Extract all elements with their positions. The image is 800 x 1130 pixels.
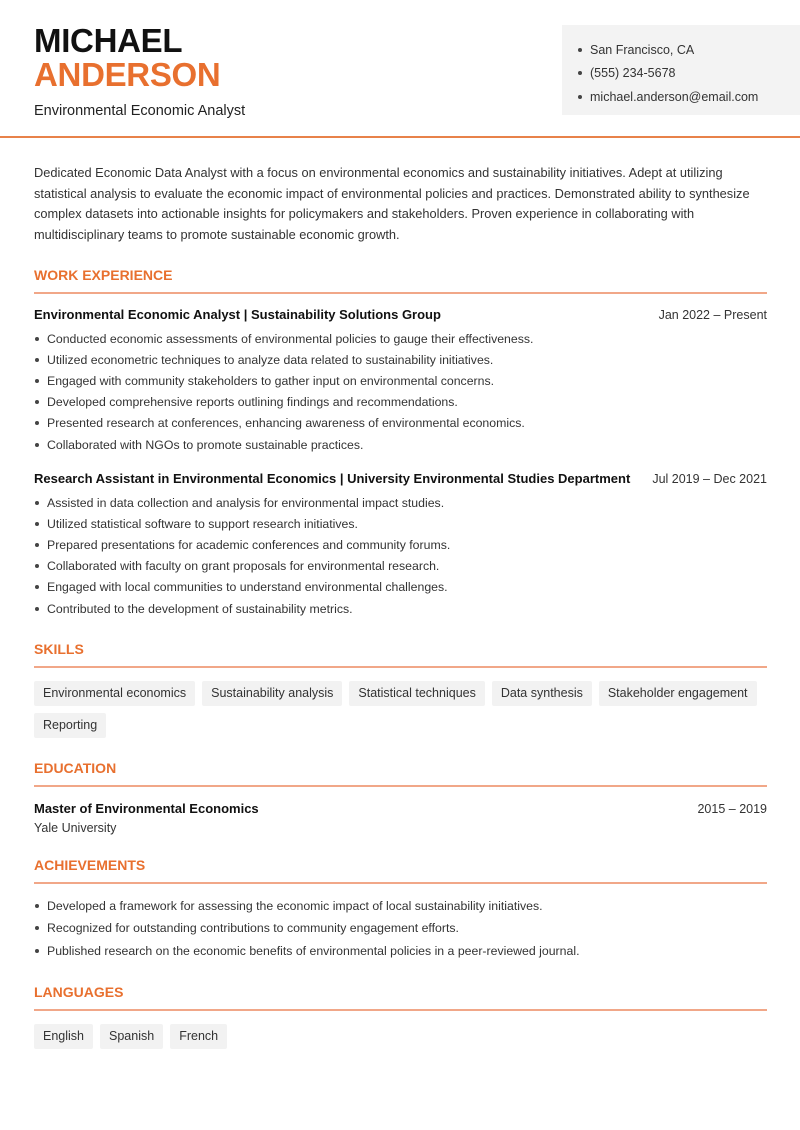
language-tag: English bbox=[34, 1024, 93, 1049]
list-item bbox=[34, 513, 767, 534]
education-entry bbox=[34, 801, 767, 835]
bullet-icon bbox=[35, 926, 39, 930]
list-item bbox=[34, 894, 767, 917]
list-item bbox=[34, 577, 767, 598]
contact-location bbox=[578, 38, 800, 62]
list-item bbox=[34, 349, 767, 370]
school: Yale University bbox=[34, 821, 117, 836]
bullet-icon bbox=[578, 48, 582, 52]
bullet-text: Assisted in data collection and analysis for environmental impact studies. bbox=[47, 495, 445, 510]
summary: Dedicated Economic Data Analyst with a focus on environmental economics and sustainability initiatives. Adept at utilizing statistical analysis to evaluate the economic impact of environmental policies and practices. Demonstrated ability to synthesize complex datasets into actionable insights for policymakers and stakeholders. Proven experience in collaborating with multidisciplinary teams to promote sustainable economic growth. bbox=[34, 165, 750, 242]
section-title-languages: LANGUAGES bbox=[34, 984, 767, 1011]
resume-body bbox=[0, 163, 800, 1049]
bullet-icon bbox=[35, 543, 39, 547]
job-bullets bbox=[34, 328, 767, 455]
list-item bbox=[34, 434, 767, 455]
list-item bbox=[34, 413, 767, 434]
skill-tag: Sustainability analysis bbox=[202, 681, 342, 706]
last-name: ANDERSON bbox=[34, 56, 221, 93]
language-tag: Spanish bbox=[100, 1024, 163, 1049]
contact-location-text: San Francisco, CA bbox=[590, 42, 695, 57]
languages-tags bbox=[34, 1024, 767, 1049]
list-item bbox=[34, 939, 767, 962]
skills-tags bbox=[34, 681, 767, 738]
bullet-text: Collaborated with faculty on grant proposals for environmental research. bbox=[47, 559, 440, 574]
list-item bbox=[34, 535, 767, 556]
bullet-text: Utilized econometric techniques to analyze data related to sustainability initiatives. bbox=[47, 352, 494, 367]
contact-phone bbox=[578, 62, 800, 86]
section-title-education: EDUCATION bbox=[34, 760, 767, 787]
job-dates: Jul 2019 – Dec 2021 bbox=[652, 472, 767, 487]
job-header bbox=[34, 307, 767, 322]
bullet-icon bbox=[35, 501, 39, 505]
skill-tag: Stakeholder engagement bbox=[599, 681, 757, 706]
list-item bbox=[34, 556, 767, 577]
bullet-icon bbox=[35, 522, 39, 526]
bullet-icon bbox=[35, 585, 39, 589]
section-title-skills: SKILLS bbox=[34, 641, 767, 668]
job-title: Environmental Economic Analyst bbox=[34, 103, 246, 119]
bullet-icon bbox=[35, 949, 39, 953]
first-name: MICHAEL bbox=[34, 22, 183, 59]
bullet-icon bbox=[35, 400, 39, 404]
skill-tag: Statistical techniques bbox=[349, 681, 484, 706]
job-dates: Jan 2022 – Present bbox=[658, 308, 767, 322]
bullet-text: Developed comprehensive reports outlining findings and recommendations. bbox=[47, 395, 458, 410]
list-item bbox=[34, 598, 767, 619]
section-title-work: WORK EXPERIENCE bbox=[34, 267, 767, 294]
bullet-text: Presented research at conferences, enhancing awareness of environmental economics. bbox=[47, 416, 525, 431]
bullet-icon bbox=[35, 904, 39, 908]
bullet-text: Published research on the economic benefits of environmental policies in a peer-reviewed journal. bbox=[47, 943, 580, 958]
bullet-icon bbox=[35, 421, 39, 425]
job-heading: Environmental Economic Analyst | Sustainability Solutions Group bbox=[34, 307, 441, 322]
bullet-icon bbox=[35, 358, 39, 362]
bullet-icon bbox=[35, 379, 39, 383]
list-item bbox=[34, 370, 767, 391]
list-item bbox=[34, 392, 767, 413]
bullet-icon bbox=[578, 95, 582, 99]
bullet-text: Contributed to the development of sustainability metrics. bbox=[47, 601, 353, 616]
resume-header bbox=[0, 0, 800, 138]
job-header bbox=[34, 471, 767, 486]
skill-tag: Reporting bbox=[34, 713, 106, 738]
bullet-text: Recognized for outstanding contributions to community engagement efforts. bbox=[47, 921, 459, 935]
skill-tag: Environmental economics bbox=[34, 681, 195, 706]
language-tag: French bbox=[170, 1024, 227, 1049]
list-item bbox=[34, 917, 767, 940]
list-item bbox=[34, 492, 767, 513]
contact-phone-text: (555) 234-5678 bbox=[590, 66, 676, 81]
bullet-text: Prepared presentations for academic conferences and community forums. bbox=[47, 538, 451, 553]
bullet-text: Engaged with local communities to understand environmental challenges. bbox=[47, 580, 448, 595]
bullet-icon bbox=[578, 71, 582, 75]
job-entry bbox=[34, 471, 767, 619]
degree: Master of Environmental Economics bbox=[34, 801, 259, 817]
bullet-icon bbox=[35, 607, 39, 611]
contact-box bbox=[562, 25, 800, 115]
contact-email bbox=[578, 85, 800, 109]
education-header bbox=[34, 801, 767, 816]
bullet-icon bbox=[35, 564, 39, 568]
bullet-text: Collaborated with NGOs to promote sustainable practices. bbox=[47, 437, 364, 452]
bullet-text: Conducted economic assessments of environmental policies to gauge their effectiveness. bbox=[47, 331, 534, 346]
job-entry bbox=[34, 307, 767, 455]
bullet-text: Utilized statistical software to support research initiatives. bbox=[47, 516, 358, 531]
skill-tag: Data synthesis bbox=[492, 681, 592, 706]
bullet-text: Developed a framework for assessing the economic impact of local sustainability initiatives. bbox=[47, 898, 543, 913]
name-block bbox=[34, 24, 245, 119]
list-item bbox=[34, 328, 767, 349]
bullet-text: Engaged with community stakeholders to gather input on environmental concerns. bbox=[47, 373, 495, 388]
job-heading: Research Assistant in Environmental Economics | University Environmental Studies Department bbox=[34, 471, 631, 487]
job-bullets bbox=[34, 492, 767, 619]
education-dates: 2015 – 2019 bbox=[697, 802, 767, 817]
contact-email-text: michael.anderson@email.com bbox=[590, 89, 759, 104]
section-title-achievements: ACHIEVEMENTS bbox=[34, 857, 767, 884]
bullet-icon bbox=[35, 443, 39, 447]
bullet-icon bbox=[35, 337, 39, 341]
achievements-list bbox=[34, 894, 767, 962]
